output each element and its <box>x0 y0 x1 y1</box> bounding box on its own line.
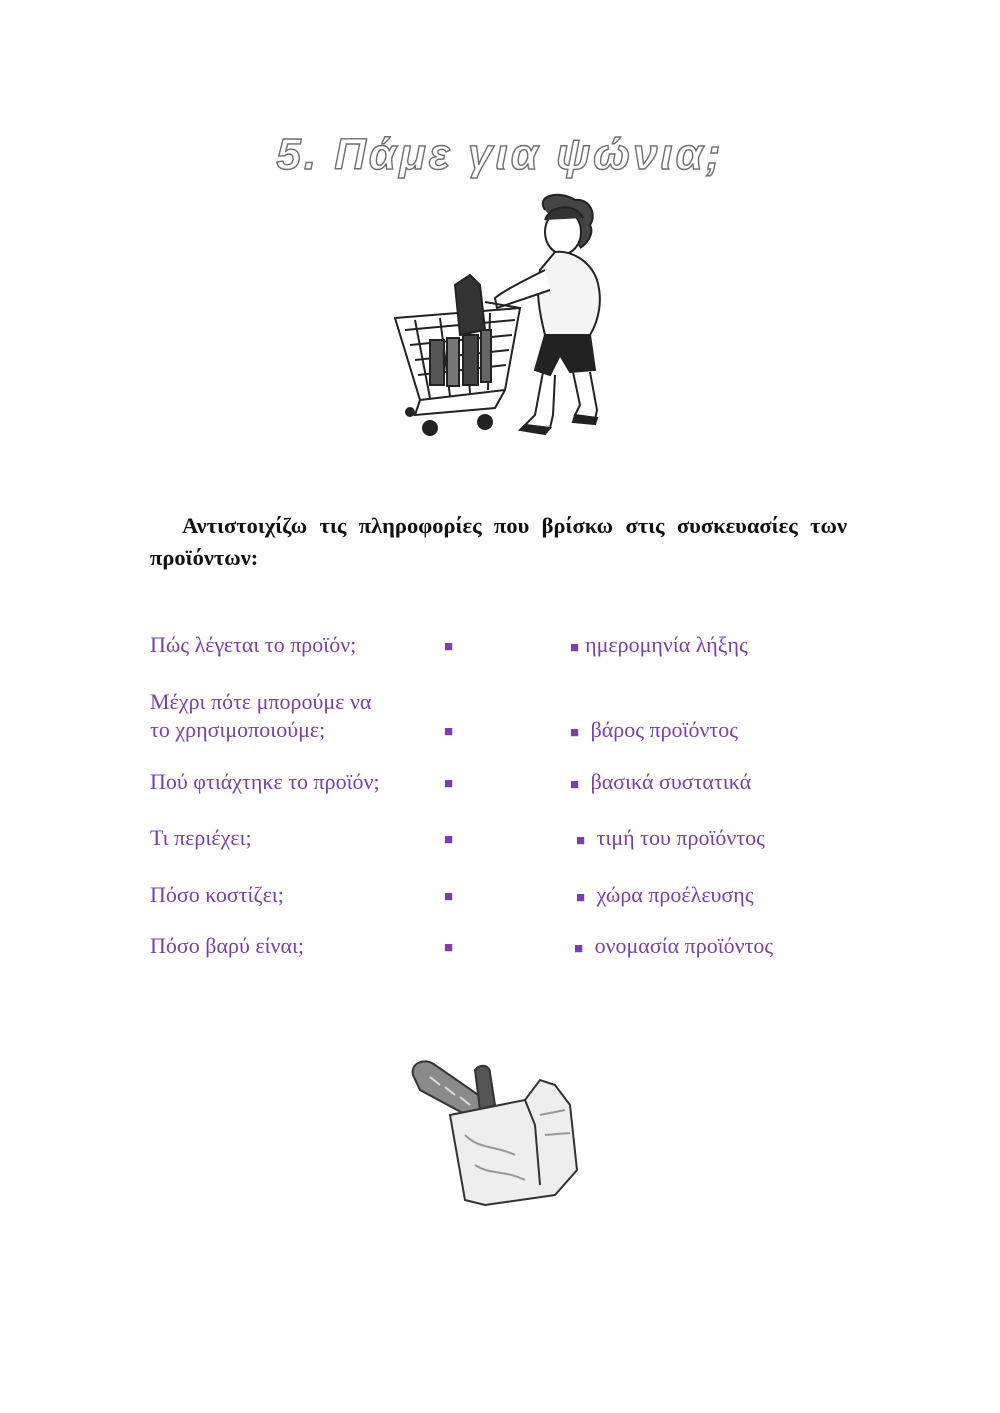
left-match-dot[interactable]: ■ <box>444 940 454 956</box>
left-match-dot[interactable]: ■ <box>444 724 454 740</box>
left-match-dot[interactable]: ■ <box>444 889 454 905</box>
question-price: Πόσο κοστίζει; <box>150 882 284 907</box>
question-origin: Πού φτιάχτηκε το προϊόν; <box>150 769 380 794</box>
answer-expiry-date[interactable]: ■ ημερομηνία λήξης <box>570 632 748 657</box>
grocery-bag-illustration <box>405 1055 585 1215</box>
answer-country-of-origin[interactable]: ■ χώρα προέλευσης <box>576 882 754 907</box>
right-match-dot[interactable]: ■ <box>574 941 584 957</box>
left-match-dot[interactable]: ■ <box>444 776 454 792</box>
right-match-dot[interactable]: ■ <box>570 725 580 741</box>
answer-main-ingredients[interactable]: ■ βασικά συστατικά <box>570 769 752 794</box>
left-match-dot[interactable]: ■ <box>444 832 454 848</box>
question-product-name: Πώς λέγεται το προϊόν; <box>150 632 357 657</box>
answer-product-price[interactable]: ■ τιμή του προϊόντος <box>576 825 765 850</box>
question-contents: Τι περιέχει; <box>150 825 252 850</box>
left-match-dot[interactable]: ■ <box>444 639 454 655</box>
instruction-text: Αντιστοιχίζω τις πληροφορίες που βρίσκω στις συσκευασίες των προϊόντων: <box>150 513 847 570</box>
question-weight: Πόσο βαρύ είναι; <box>150 933 304 958</box>
right-match-dot[interactable]: ■ <box>576 890 586 906</box>
question-expiry-line2: το χρησιμοποιούμε; <box>150 717 326 742</box>
answer-product-weight[interactable]: ■ βάρος προϊόντος <box>570 717 738 742</box>
boy-shopping-cart-illustration <box>385 190 610 440</box>
right-match-dot[interactable]: ■ <box>570 777 580 793</box>
right-match-dot[interactable]: ■ <box>570 640 580 656</box>
answer-product-name[interactable]: ■ ονομασία προϊόντος <box>574 933 774 958</box>
right-match-dot[interactable]: ■ <box>576 833 586 849</box>
question-expiry-line1: Μέχρι πότε μπορούμε να <box>150 689 372 714</box>
page-title: 5. Πάμε για ψώνια; <box>276 130 724 179</box>
